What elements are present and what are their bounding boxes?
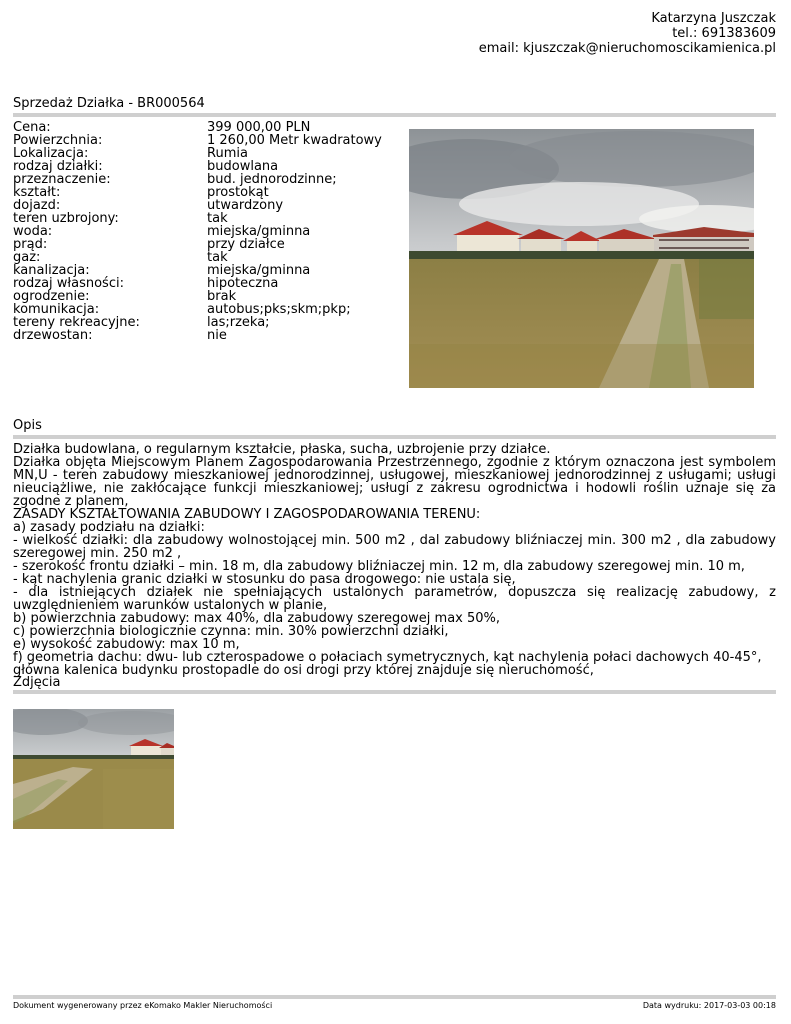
- description-line: - kąt nachylenia granic działki w stosunku do pasa drogowego: nie ustala się,: [13, 572, 516, 587]
- property-value: Rumia: [207, 146, 248, 161]
- property-label: Cena:: [13, 120, 51, 135]
- description-line: Działka budowlana, o regularnym kształcie, płaska, sucha, uzbrojenie przy działce.: [13, 442, 551, 457]
- property-label: dojazd:: [13, 198, 61, 213]
- agent-name: Katarzyna Juszczak: [651, 11, 776, 26]
- footer-divider: [13, 995, 776, 999]
- property-value: przy działce: [207, 237, 285, 252]
- property-label: drzewostan:: [13, 328, 93, 343]
- property-value: tak: [207, 211, 228, 226]
- offer-title: Sprzedaż Działka - BR000564: [13, 96, 205, 111]
- property-value: las;rzeka;: [207, 315, 270, 330]
- title-divider: [13, 113, 776, 117]
- property-label: Lokalizacja:: [13, 146, 89, 161]
- description-line: szeregowej min. 250 m2 ,: [13, 546, 182, 561]
- property-label: ogrodzenie:: [13, 289, 90, 304]
- description-line: e) wysokość zabudowy: max 10 m,: [13, 637, 240, 652]
- property-value: nie: [207, 328, 227, 343]
- main-photo: [409, 129, 754, 388]
- description-line: a) zasady podziału na działki:: [13, 520, 205, 535]
- description-line: b) powierzchnia zabudowy: max 40%, dla zabudowy szeregowej max 50%,: [13, 611, 501, 626]
- property-label: teren uzbrojony:: [13, 211, 119, 226]
- property-row: [13, 225, 382, 238]
- description-line: nieuciążliwe, nie zakłócające funkcji mieszkaniowej; usługi z zakresu ogrodnictwa i hodowli roślin uznaje się za: [13, 481, 776, 496]
- description-line: - dla istniejących działek nie spełniających ustalonych parametrów, dopuszcza się realizację zabudowy, z: [13, 585, 776, 600]
- property-value: utwardzony: [207, 198, 284, 213]
- property-row: [13, 329, 382, 342]
- property-label: tereny rekreacyjne:: [13, 315, 140, 330]
- description-line: Działka objęta Miejscowym Planem Zagospodarowania Przestrzennego, zgodnie z którym oznaczona jest symbolem: [13, 455, 776, 470]
- property-value: budowlana: [207, 159, 279, 174]
- description-line: - wielkość działki: dla zabudowy wolnostojącej min. 500 m2 , dal zabudowy bliźniaczej min. 300 m2 , dla zabudowy: [13, 533, 776, 548]
- description-line: zgodne z planem,: [13, 494, 129, 509]
- property-value: prostokąt: [207, 185, 269, 200]
- property-row: [13, 212, 382, 225]
- description-line: ZASADY KSZTAŁTOWANIA ZABUDOWY I ZAGOSPODAROWANIA TERENU:: [13, 507, 481, 522]
- property-value: bud. jednorodzinne;: [207, 172, 337, 187]
- description-line: - szerokość frontu działki – min. 18 m, dla zabudowy bliźniaczej min. 12 m, dla zabudowy szeregowej min. 10 m,: [13, 559, 745, 574]
- thumbnail-photo[interactable]: [13, 709, 174, 829]
- property-value: tak: [207, 250, 228, 265]
- property-row: [13, 186, 382, 199]
- property-label: kształt:: [13, 185, 61, 200]
- footer-generator-note: Dokument wygenerowany przez eKomako Makler Nieruchomości: [13, 1001, 273, 1010]
- property-row: [13, 238, 382, 251]
- property-label: prąd:: [13, 237, 48, 252]
- property-value: hipoteczna: [207, 276, 279, 291]
- agent-contact: [479, 11, 776, 56]
- property-value: brak: [207, 289, 237, 304]
- photos-divider: [13, 690, 776, 694]
- property-value: autobus;pks;skm;pkp;: [207, 302, 351, 317]
- description-line: MN,U - teren zabudowy mieszkaniowej jednorodzinnej, usługowej, mieszkaniowej jednorodzinnej z usługami; usługi: [13, 468, 776, 483]
- property-value: 399 000,00 PLN: [207, 120, 311, 135]
- property-label: gaz:: [13, 250, 41, 265]
- property-label: woda:: [13, 224, 53, 239]
- property-label: rodzaj działki:: [13, 159, 103, 174]
- property-value: miejska/gminna: [207, 224, 311, 239]
- property-label: rodzaj własności:: [13, 276, 124, 291]
- description-line: c) powierzchnia biologicznie czynna: min. 30% powierzchni działki,: [13, 624, 449, 639]
- property-value: miejska/gminna: [207, 263, 311, 278]
- description-line: f) geometria dachu: dwu- lub czterospadowe o połaciach symetrycznych, kąt nachylenia połaci dachowych 40-45°,: [13, 650, 762, 665]
- agent-email: email: kjuszczak@nieruchomoscikamienica.pl: [478, 41, 776, 56]
- photos-heading: Zdjęcia: [13, 675, 61, 690]
- property-list: [13, 121, 382, 342]
- property-label: przeznaczenie:: [13, 172, 111, 187]
- description-heading: Opis: [13, 418, 42, 433]
- description-divider: [13, 435, 776, 439]
- property-label: Powierzchnia:: [13, 133, 103, 148]
- property-row: [13, 173, 382, 186]
- description-line: główna kalenica budynku prostopadle do osi drogi przy której znajduje się nieruchomość,: [13, 663, 594, 678]
- property-label: kanalizacja:: [13, 263, 90, 278]
- footer-print-date: Data wydruku: 2017-03-03 00:18: [642, 1001, 776, 1010]
- agent-phone: tel.: 691383609: [672, 26, 776, 41]
- property-label: komunikacja:: [13, 302, 100, 317]
- description-line: uwzględnieniem warunków ustalonych w planie,: [13, 598, 328, 613]
- description-text: [13, 443, 776, 677]
- property-value: 1 260,00 Metr kwadratowy: [207, 133, 382, 148]
